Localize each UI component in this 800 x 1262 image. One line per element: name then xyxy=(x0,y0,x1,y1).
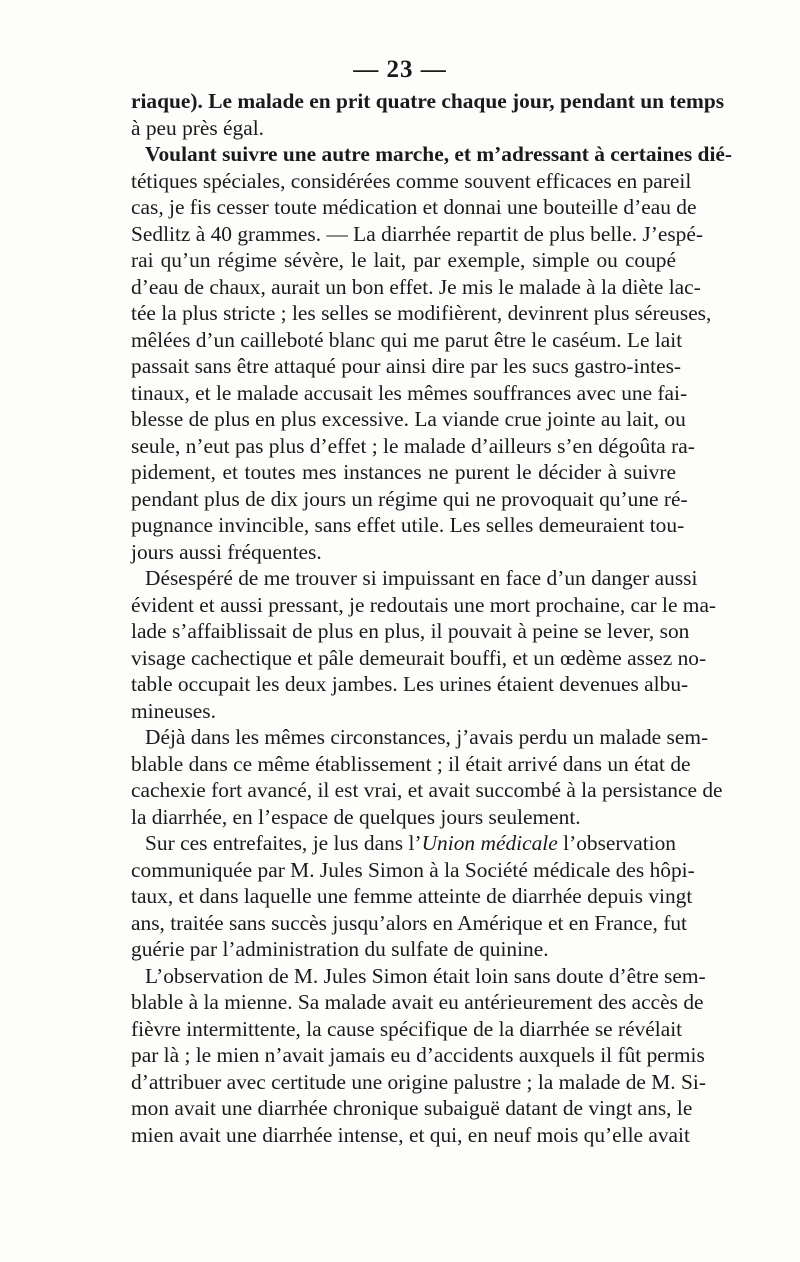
text-line: Sedlitz à 40 grammes. — La diarrhée repartit de plus belle. J’espé- xyxy=(131,221,703,246)
text-fragment: l’observation xyxy=(557,831,676,855)
text-line: cachexie fort avancé, il est vrai, et avait succombé à la persistance de xyxy=(131,778,723,802)
text-line: évident et aussi pressant, je redoutais une mort prochaine, car le ma- xyxy=(131,592,717,617)
text-line: à peu près égal. xyxy=(131,115,265,140)
text-line: L’observation de M. Jules Simon était loin sans doute d’être sem- xyxy=(145,963,706,988)
text-line: mêlées d’un cailleboté blanc qui me parut être le caséum. Le lait xyxy=(131,327,683,352)
text-line: ans, traitée sans succès jusqu’alors en Amérique et en France, fut xyxy=(131,910,687,935)
text-line: rai qu’un régime sévère, le lait, par exemple, simple ou coupé xyxy=(131,248,676,272)
text-line: riaque). Le malade en prit quatre chaque jour, pendant un temps xyxy=(131,89,725,113)
text-line: blable à la mienne. Sa malade avait eu antérieurement des accès de xyxy=(131,990,704,1014)
text-line: par là ; le mien n’avait jamais eu d’accidents auxquels il fût permis xyxy=(131,1043,705,1067)
text-line: pendant plus de dix jours un régime qui ne provoquait qu’une ré- xyxy=(131,486,688,511)
text-line: la diarrhée, en l’espace de quelques jours seulement. xyxy=(131,804,581,829)
text-line: blable dans ce même établissement ; il était arrivé dans un état de xyxy=(131,751,691,776)
text-line: d’eau de chaux, aurait un bon effet. Je mis le malade à la diète lac- xyxy=(131,274,701,299)
text-line: taux, et dans laquelle une femme atteinte de diarrhée depuis vingt xyxy=(131,884,693,908)
text-line: Voulant suivre une autre marche, et m’adressant à certaines dié- xyxy=(145,142,733,166)
text-line: fièvre intermittente, la cause spécifique de la diarrhée se révélait xyxy=(131,1016,683,1041)
text-line: d’attribuer avec certitude une origine palustre ; la malade de M. Si- xyxy=(131,1069,706,1094)
page-number: — 23 — xyxy=(353,56,447,83)
text-line: tétiques spéciales, considérées comme souvent efficaces en pareil xyxy=(131,168,692,193)
text-line: blesse de plus en plus excessive. La viande crue jointe au lait, ou xyxy=(131,407,686,431)
text-line: lade s’affaiblissait de plus en plus, il pouvait à peine se lever, son xyxy=(131,619,690,643)
text-line xyxy=(131,830,676,857)
text-line: table occupait les deux jambes. Les urines étaient devenues albu- xyxy=(131,672,689,696)
text-line: Désespéré de me trouver si impuissant en face d’un danger aussi xyxy=(145,566,698,590)
text-fragment: Sur ces entrefaites, je lus dans l’ xyxy=(145,831,422,855)
journal-title: Union médicale xyxy=(421,831,558,855)
text-line: mon avait une diarrhée chronique subaiguë datant de vingt ans, le xyxy=(131,1096,693,1120)
text-line: seule, n’eut pas plus d’effet ; le malade d’ailleurs s’en dégoûta ra- xyxy=(131,433,695,458)
text-line: pugnance invincible, sans effet utile. Les selles demeuraient tou- xyxy=(131,513,685,537)
text-line: tée la plus stricte ; les selles se modifièrent, devinrent plus séreuses, xyxy=(131,301,712,325)
body-text xyxy=(131,88,733,1148)
text-line: communiquée par M. Jules Simon à la Société médicale des hôpi- xyxy=(131,857,695,882)
text-line: jours aussi fréquentes. xyxy=(131,539,322,564)
text-line: cas, je fis cesser toute médication et donnai une bouteille d’eau de xyxy=(131,195,697,219)
text-line: pidement, et toutes mes instances ne purent le décider à suivre xyxy=(131,460,676,484)
text-line: visage cachectique et pâle demeurait bouffi, et un œdème assez no- xyxy=(131,645,707,670)
text-line: Déjà dans les mêmes circonstances, j’avais perdu un malade sem- xyxy=(145,725,709,749)
text-line: mien avait une diarrhée intense, et qui, en neuf mois qu’elle avait xyxy=(131,1122,690,1147)
text-line: tinaux, et le malade accusait les mêmes souffrances avec une fai- xyxy=(131,380,688,405)
text-line: mineuses. xyxy=(131,698,216,723)
text-line: passait sans être attaqué pour ainsi dire par les sucs gastro-intes- xyxy=(131,354,682,378)
text-line: guérie par l’administration du sulfate de quinine. xyxy=(131,937,549,961)
